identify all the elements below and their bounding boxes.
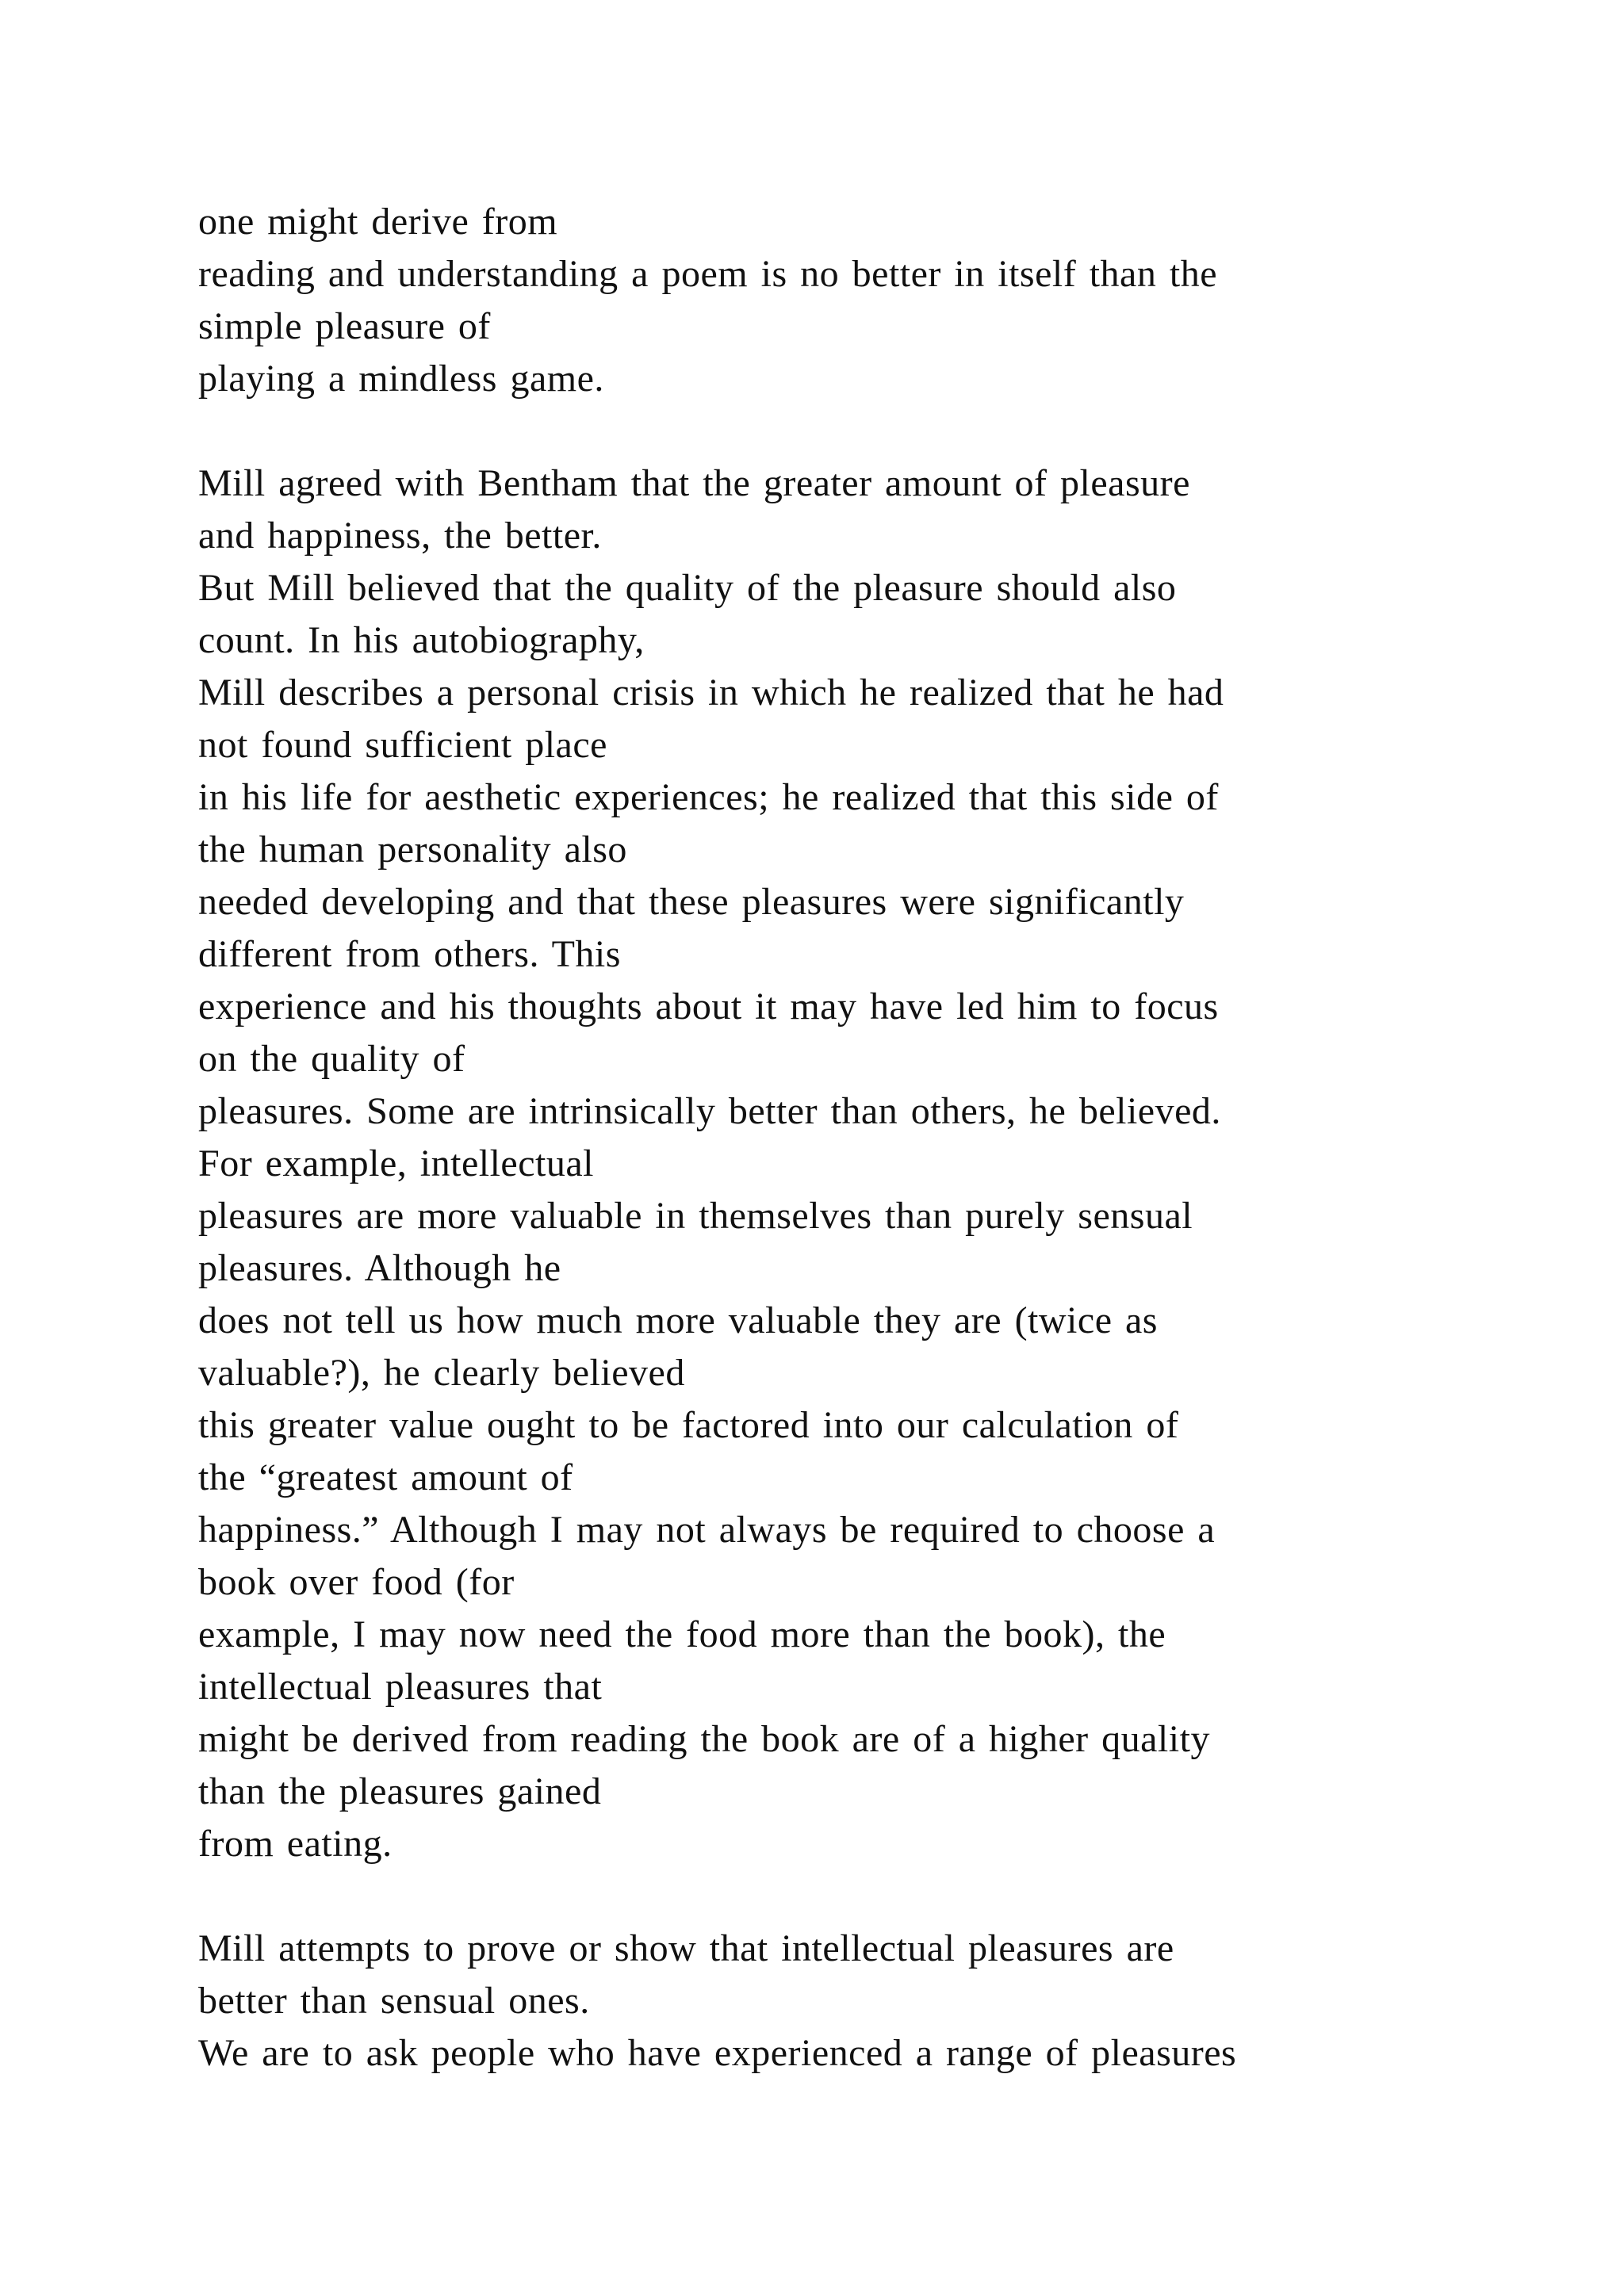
body-text <box>198 196 1562 2080</box>
text-line: different from others. This <box>198 933 621 975</box>
text-line: reading and understanding a poem is no better in itself than the <box>198 253 1217 295</box>
text-line: one might derive from <box>198 201 558 243</box>
paragraph-break <box>198 1870 1562 1923</box>
text-line: from eating. <box>198 1823 393 1865</box>
text-line: and happiness, the better. <box>198 515 602 557</box>
text-line: pleasures are more valuable in themselves than purely sensual <box>198 1195 1193 1237</box>
text-line: not found sufficient place <box>198 724 607 766</box>
text-line: experience and his thoughts about it may have led him to focus <box>198 985 1219 1027</box>
text-line: But Mill believed that the quality of the pleasure should also <box>198 567 1177 609</box>
text-line: count. In his autobiography, <box>198 619 645 661</box>
text-line: better than sensual ones. <box>198 1980 590 2022</box>
text-line: example, I may now need the food more than the book), the <box>198 1613 1166 1655</box>
text-line: pleasures. Although he <box>198 1247 561 1289</box>
text-line: this greater value ought to be factored into our calculation of <box>198 1404 1179 1446</box>
text-line: For example, intellectual <box>198 1142 594 1184</box>
text-line: valuable?), he clearly believed <box>198 1352 685 1394</box>
text-line: the human personality also <box>198 828 627 871</box>
text-line: pleasures. Some are intrinsically better than others, he believed. <box>198 1090 1221 1132</box>
text-line: We are to ask people who have experienced a range of pleasures <box>198 2032 1237 2074</box>
text-line: simple pleasure of <box>198 305 491 347</box>
text-line: playing a mindless game. <box>198 358 604 400</box>
text-line: on the quality of <box>198 1038 465 1080</box>
text-line: in his life for aesthetic experiences; he realized that this side of <box>198 776 1219 818</box>
paragraph-break <box>198 405 1562 457</box>
text-line: book over food (for <box>198 1561 515 1603</box>
text-line: than the pleasures gained <box>198 1770 602 1812</box>
text-line: Mill describes a personal crisis in which he realized that he had <box>198 672 1224 714</box>
text-line: the “greatest amount of <box>198 1456 573 1498</box>
text-line: Mill attempts to prove or show that intellectual pleasures are <box>198 1927 1174 1969</box>
text-line: does not tell us how much more valuable they are (twice as <box>198 1299 1158 1341</box>
text-line: Mill agreed with Bentham that the greater amount of pleasure <box>198 462 1190 504</box>
text-line: might be derived from reading the book are of a higher quality <box>198 1718 1210 1760</box>
text-line: needed developing and that these pleasures were significantly <box>198 881 1185 923</box>
text-line: happiness.” Although I may not always be required to choose a <box>198 1509 1216 1551</box>
text-line: intellectual pleasures that <box>198 1666 603 1708</box>
